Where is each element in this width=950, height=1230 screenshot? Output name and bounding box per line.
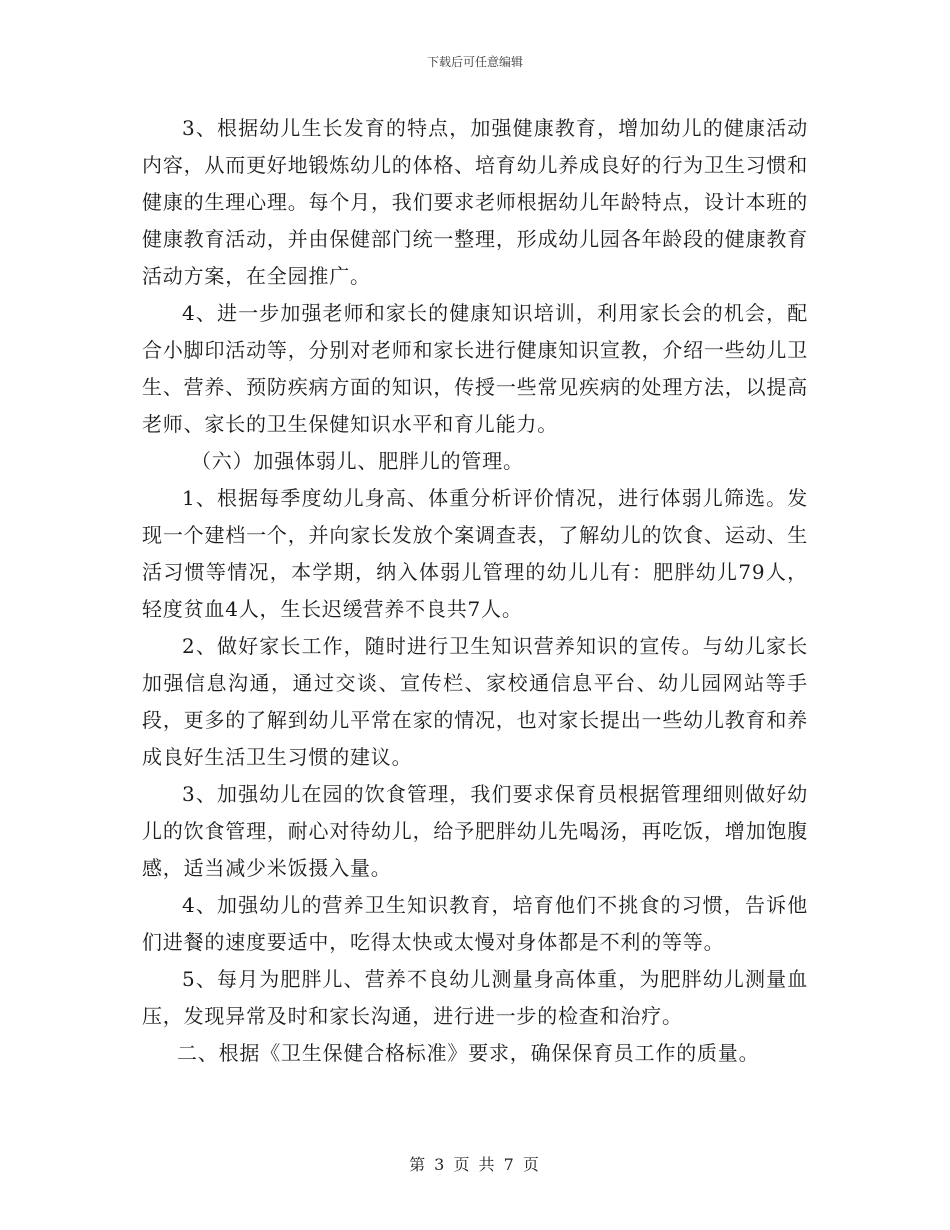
page-header: 下载后可任意编辑 (426, 55, 523, 69)
paragraph-weak-child-screening: 1、根据每季度幼儿身高、体重分析评价情况，进行体弱儿筛选。发现一个建档一个，并向家长发放个案调查表，了解幼儿的饮食、运动、生活习惯等情况，本学期，纳入体弱儿管理的幼儿儿有：肥胖幼儿79人，轻度贫血4人，生长迟缓营养不良共7人。 (142, 486, 808, 621)
page-number-footer: 第 3 页 共 7 页 (409, 1155, 541, 1174)
paragraph-health-education: 3、根据幼儿生长发育的特点，加强健康教育，增加幼儿的健康活动内容，从而更好地锻炼幼儿的体格、培育幼儿养成良好的行为卫生习惯和健康的生理心理。每个月，我们要求老师根据幼儿年龄特点，设计本班的健康教育活动，并由保健部门统一整理，形成幼儿园各年龄段的健康教育活动方案，在全园推广。 (142, 116, 808, 288)
paragraph-monthly-measurement: 5、每月为肥胖儿、营养不良幼儿测量身高体重，为肥胖幼儿测量血压，发现异常及时和家长沟通，进行进一步的检查和治疗。 (142, 967, 808, 1028)
paragraph-nutrition-education: 4、加强幼儿的营养卫生知识教育，培育他们不挑食的习惯，告诉他们进餐的速度要适中，吃得太快或太慢对身体都是不利的等等。 (142, 893, 808, 954)
section-heading-weak-obese-children: （六）加强体弱儿、肥胖儿的管理。 (191, 449, 524, 473)
section-heading-caregiver-quality: 二、根据《卫生保健合格标准》要求，确保保育员工作的质量。 (177, 1041, 760, 1065)
paragraph-knowledge-training: 4、进一步加强老师和家长的健康知识培训，利用家长会的机会，配合小脚印活动等，分别对老师和家长进行健康知识宣教，介绍一些幼儿卫生、营养、预防疾病方面的知识，传授一些常见疾病的处理方法，以提高老师、家长的卫生保健知识水平和育儿能力。 (142, 301, 808, 436)
document-body (142, 110, 808, 1072)
paragraph-diet-management: 3、加强幼儿在园的饮食管理，我们要求保育员根据管理细则做好幼儿的饮食管理，耐心对待幼儿，给予肥胖幼儿先喝汤，再吃饭，增加饱腹感，适当减少米饭摄入量。 (142, 782, 808, 880)
paragraph-parent-work: 2、做好家长工作，随时进行卫生知识营养知识的宣传。与幼儿家长加强信息沟通，通过交谈、宣传栏、家校通信息平台、幼儿园网站等手段，更多的了解到幼儿平常在家的情况，也对家长提出一些幼儿教育和养成良好生活卫生习惯的建议。 (142, 634, 808, 769)
